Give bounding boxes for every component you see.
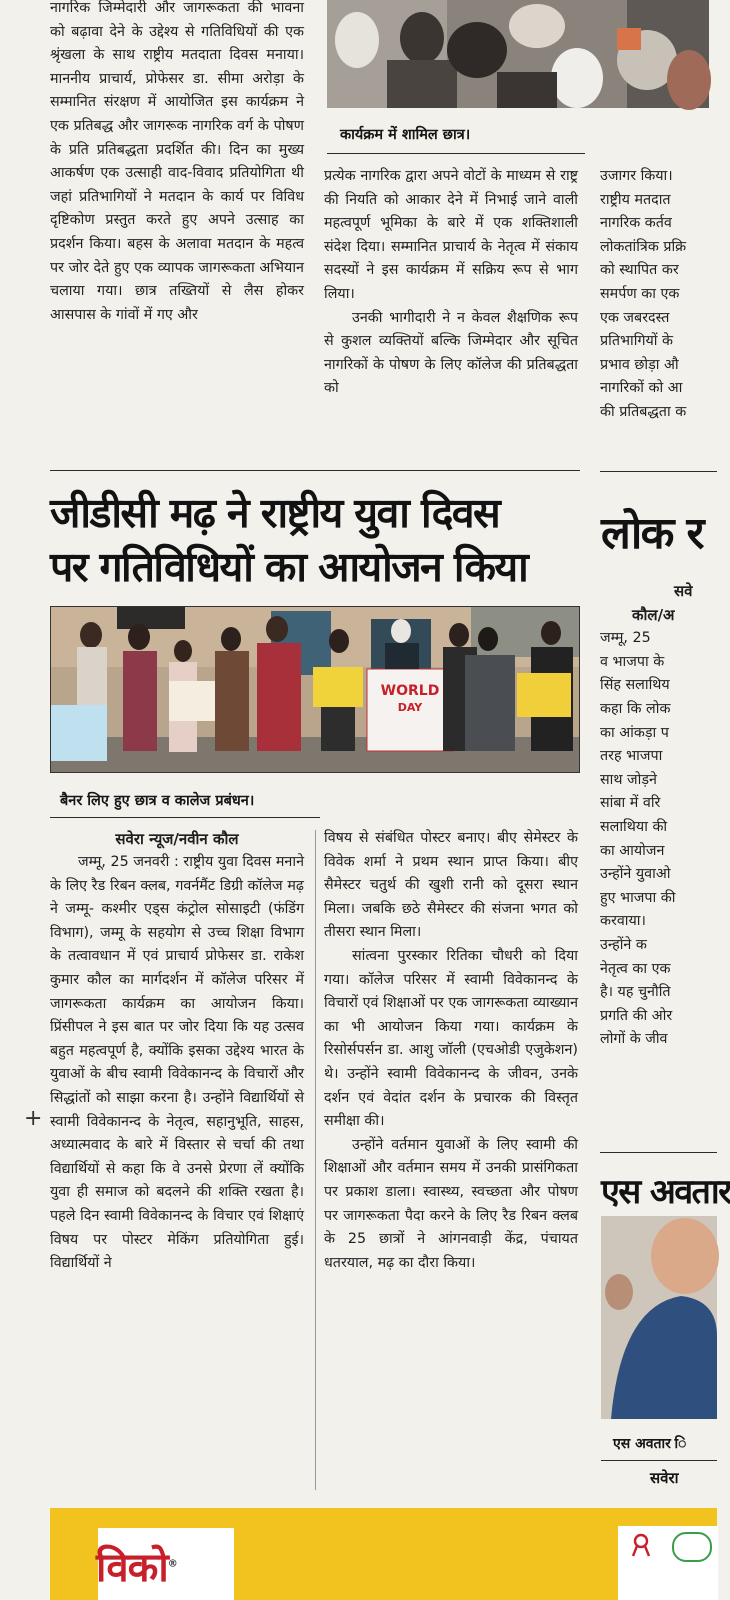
text-line: युवाओं के बीच स्वामी विवेकानन्द के xyxy=(50,1066,239,1083)
text-line: उच्च शिक्षा विभाग के तत्वावधान में xyxy=(50,924,304,965)
text-line: नेतृत्व का एक xyxy=(600,960,671,977)
text-line: पर एक जागरूकता व्याख्यान का भी xyxy=(324,995,578,1035)
main-story-column-2-para-2 xyxy=(324,945,578,1134)
text-line: दिवस मनाने के लिए रैड रिबन क्लब, xyxy=(50,854,305,894)
advertisement-strip xyxy=(50,1508,717,1600)
text-line: होकर आसपास के गांवों में गए और xyxy=(50,283,304,323)
text-line: को स्थापित कर xyxy=(600,262,679,279)
main-story-column-2-para-1 xyxy=(324,827,578,945)
right-story-text xyxy=(600,580,717,1150)
text-line: दर्शन एवं वेदांत दर्शन के प्रचारक की xyxy=(324,1089,536,1106)
text-line: विवेकानन्द के नेतृत्व, सहानुभूति, xyxy=(86,1113,262,1130)
text-line: कहा कि लोक xyxy=(600,700,671,717)
s-avtar-caption-rule xyxy=(601,1460,717,1461)
text-line: भावना को बढ़ावा देने के उद्देश्य से xyxy=(50,0,304,40)
top-story-column-2-para-2 xyxy=(324,307,578,401)
banner-day-text: DAY xyxy=(397,701,423,714)
text-line: सम्मानित संरक्षण में आयोजित इस xyxy=(50,94,238,111)
top-photo-caption: कार्यक्रम में शामिल छात्र। xyxy=(340,127,471,143)
text-line: कौल का मार्गदर्शन में कॉलेज परिसर xyxy=(86,971,288,988)
text-line: लोगों के जीव xyxy=(600,1031,668,1048)
text-line: साथ जोड़ने xyxy=(600,771,657,788)
main-story-column-1-text xyxy=(50,851,304,1276)
text-line: विचार एवं शिक्षाएं विषय पर पोस्टर xyxy=(50,1207,304,1248)
text-line: करवाया। xyxy=(600,913,646,930)
text-line: राष्ट्रीय मतदात xyxy=(600,191,671,208)
text-line: उन्होंने क xyxy=(600,936,647,953)
text-line: रूप से भाग लिया। xyxy=(324,262,579,302)
right-section-rule xyxy=(600,471,717,472)
text-line: एवं प्राचार्य प्रोफेसर डा. राकेश कुमार xyxy=(50,948,304,988)
text-line: है, क्योंकि इसका उद्देश्य भारत के xyxy=(131,1042,304,1059)
text-line: जम्मू, 25 जनवरी : राष्ट्रीय युवा xyxy=(78,854,238,870)
right-second-byline: सवेरा xyxy=(650,1469,679,1487)
main-headline-line-1: जीडीसी मढ़ ने राष्ट्रीय युवा दिवस xyxy=(50,489,500,537)
top-story-column-3-text xyxy=(600,165,717,425)
main-story-column-1 xyxy=(50,827,304,1527)
text-line: विस्तृत समीक्षा की। xyxy=(324,1089,578,1130)
text-line: प्राप्त किया। बीए सैमेस्टर चतुर्थ की xyxy=(324,853,578,894)
text-line: नागरिक कर्तव xyxy=(600,215,672,232)
text-line: का आंकड़ा प xyxy=(600,724,669,741)
top-story-column-1-text xyxy=(50,0,304,327)
text-line: माध्यम से राष्ट्र की नियति को आकार xyxy=(324,168,579,208)
right-byline-line-1: सवे xyxy=(674,582,693,600)
main-column-separator xyxy=(315,830,316,1490)
text-line: उनकी भागीदारी ने न केवल xyxy=(352,309,501,326)
text-line: कि वे उनसे प्रेरणा लें क्योंकि युवा ही xyxy=(50,1160,304,1201)
main-story-column-2 xyxy=(324,827,578,1527)
s-avtar-photo xyxy=(601,1216,717,1419)
text-line: हुए भाजपा की xyxy=(600,889,676,906)
text-line: विचारों और सिद्धांतों को साझा करना xyxy=(50,1066,304,1106)
text-line: जागरूकता पैदा करने के लिए रैड xyxy=(343,1207,517,1224)
top-story-column-2 xyxy=(324,165,578,467)
text-line: जबकि छठे सैमेस्टर की संजना भगत xyxy=(361,900,557,917)
text-line: एक जबरदस्त xyxy=(600,309,670,326)
vicco-brand-text: विको xyxy=(96,1545,168,1591)
text-line: समर्पण का एक xyxy=(600,285,680,302)
text-line: स्वास्थ्य, स्वच्छता और पोषण पर xyxy=(324,1183,579,1224)
top-story-column-1 xyxy=(50,0,304,467)
text-line: सांबा में वरि xyxy=(600,795,661,812)
text-line: एक उत्साही वाद-विवाद प्रतियोगिता थी xyxy=(100,165,304,182)
text-line: जहां प्रतिभागियों ने मतदान के कार्य पर xyxy=(50,188,265,205)
text-line: आयोजन किया गया। कार्यक्रम के xyxy=(377,1018,579,1035)
main-story-column-2-para-3 xyxy=(324,1134,578,1276)
text-line: सलाथिया की xyxy=(600,818,668,835)
text-line: संकाय सदस्यों ने इस कार्यक्रम में सक्रिय xyxy=(324,238,579,279)
text-line: स्वामी विवेकानन्द के जीवन, उनके xyxy=(387,1065,579,1082)
text-line: प्रदर्शित की। दिन का मुख्य आकर्षण xyxy=(50,141,305,182)
main-photo-caption: बैनर लिए हुए छात्र व कालेज प्रबंधन। xyxy=(60,793,255,809)
right-byline-line-2: कौल/अ xyxy=(632,605,675,624)
text-line: राष्ट्रीय मतदाता दिवस मनाया। माननीय xyxy=(50,47,304,87)
registration-plus-mark: + xyxy=(24,1106,43,1131)
main-caption-rule xyxy=(50,817,320,818)
top-section-divider xyxy=(50,470,580,471)
text-line: सेमेस्टर के विवेक शर्मा ने प्रथम स्थान xyxy=(324,830,579,870)
top-story-column-2-para-1 xyxy=(324,165,578,307)
students-photo-top-image xyxy=(327,0,709,108)
text-line: रिसोर्सपर्सन डा. आशु जॉली xyxy=(324,1042,467,1059)
text-line: प्रगति की ओर xyxy=(600,1007,673,1024)
text-line: प्रतिभागियों के xyxy=(600,333,674,350)
top-story-column-3 xyxy=(600,165,717,467)
text-line: जिम्मेदार और सूचित नागरिकों के पोषण xyxy=(324,333,578,373)
text-line: स्वामी की शिक्षाओं और वर्तमान समय xyxy=(324,1136,578,1177)
text-line: कार्यक्रम ने एक प्रतिबद्ध और जागरूक xyxy=(50,94,305,134)
text-line: प्राचार्य, प्रोफेसर डा. सीमा अरोड़ा के xyxy=(99,70,305,87)
text-line: कश्मीर एड्स कंट्रोल सोसाइटी xyxy=(101,901,261,918)
ad-ribbon-icon xyxy=(628,1532,654,1558)
text-line: दिया कि यह उत्सव बहुत महत्वपूर्ण xyxy=(50,1019,305,1059)
text-line: शैक्षणिक रूप से कुशल व्यक्तियों बल्कि xyxy=(324,309,578,350)
text-line: नागरिक जिम्मेदारी और जागरूकता की xyxy=(50,0,263,16)
right-story-para-2 xyxy=(600,934,717,1052)
text-line: उन्होंने वर्तमान युवाओं के लिए xyxy=(352,1136,519,1153)
text-line: (एचओडी एजुकेशन) थे। उन्होंने xyxy=(324,1042,578,1082)
text-line: उजागर किया। xyxy=(600,168,673,184)
students-banner-photo xyxy=(50,606,580,773)
text-line: से चर्चा की तथा विद्यार्थियों से कहा xyxy=(50,1137,305,1177)
text-line: विविध दृष्टिकोण प्रस्तुत करते हुए अपने xyxy=(50,188,304,229)
s-avtar-photo-image xyxy=(601,1216,717,1419)
text-line: अलावा मतदान के महत्व पर जोर देते xyxy=(50,235,305,276)
text-line: व भाजपा के xyxy=(600,653,665,670)
text-line: है। उन्होंने विद्यार्थियों से स्वामी xyxy=(50,1089,305,1130)
text-line: हुए एक व्यापक जागरूकता अभियान xyxy=(113,259,304,276)
text-line: सांत्वना पुरस्कार रितिका चौधरी xyxy=(352,947,523,964)
right-second-headline-fragment: एस अवतार xyxy=(601,1172,730,1212)
text-line: के लिए कॉलेज की प्रतिबद्धता को xyxy=(324,356,578,397)
s-avtar-caption: एस अवतार ि xyxy=(613,1436,687,1452)
text-line: सिंह सलाथिय xyxy=(600,677,670,694)
text-line: है। पहले दिन स्वामी विवेकानन्द के xyxy=(50,1184,304,1224)
top-caption-rule xyxy=(327,153,585,154)
right-headline-fragment: लोक र xyxy=(601,508,703,559)
text-line: साहस, अध्यात्मवाद के बारे में विस्तार xyxy=(50,1113,305,1154)
text-line: नागरिकों को आ xyxy=(600,380,683,397)
main-headline-line-2: पर गतिविधियों का आयोजन किया xyxy=(50,543,528,591)
text-line: मढ़ का दौरा किया। xyxy=(377,1254,476,1271)
right-story-para-1 xyxy=(600,627,717,934)
banner-world-text: WORLD xyxy=(380,683,440,699)
text-line: की प्रतिबद्धता क xyxy=(600,403,687,420)
text-line: आंगनवाड़ी केंद्र, पंचायत धतरयाल, xyxy=(324,1231,579,1271)
text-line: में उनकी प्रासंगिकता पर प्रकाश डाला। xyxy=(324,1160,578,1200)
text-line: मेकिंग प्रतियोगिता हुई। विद्यार्थियों ने xyxy=(50,1231,304,1272)
text-line: जम्मू, 25 xyxy=(600,630,651,647)
students-banner-photo-image xyxy=(51,607,579,772)
text-line: तरह भाजपा xyxy=(600,748,663,765)
text-line: विषय से संबंधित पोस्टर बनाए। बीए xyxy=(324,830,517,846)
text-line: है। यह चुनौति xyxy=(600,984,671,1001)
text-line: विवेकानन्द के विचारों एवं शिक्षाओं xyxy=(324,971,578,1012)
ad-green-mark xyxy=(672,1532,712,1562)
vicco-registered-mark: ® xyxy=(167,1558,177,1570)
text-line: उन्होंने युवाओ xyxy=(600,866,671,883)
text-line: प्रभाव छोड़ा औ xyxy=(600,356,679,373)
text-line: को तीसरा स्थान मिला। xyxy=(324,900,578,941)
text-line: चलाया गया। छात्र तख्तियों से लैस xyxy=(50,283,264,300)
main-story-byline: सवेरा न्यूज/नवीन कौल xyxy=(115,830,239,848)
text-line: में जागरूकता कार्यक्रम का आयोजन xyxy=(50,971,304,1012)
text-line: भूमिका के बारे में एक शक्तिशाली संदेश xyxy=(324,215,578,255)
text-line: खुशी रानी को दूसरा स्थान मिला। xyxy=(324,877,579,917)
text-line: नागरिक वर्ग के पोषण के प्रति प्रतिबद्धता xyxy=(50,117,305,158)
text-line: समाज को बदलने की शक्ति रखता xyxy=(95,1184,284,1201)
right-second-story-rule xyxy=(600,1152,717,1153)
text-line: दिया। सम्मानित प्राचार्य के नेतृत्व में xyxy=(356,238,540,255)
text-line: को दिया गया। कॉलेज परिसर में स्वामी xyxy=(324,947,578,988)
text-line: (फंडिंग विभाग), जम्मू के सहयोग से xyxy=(50,901,305,941)
text-line: गवर्नमैंट डिग्री कॉलेज मढ़ ने जम्मू- xyxy=(50,877,304,918)
text-line: उत्साह का प्रदर्शन किया। बहस के xyxy=(50,212,304,252)
students-photo-top xyxy=(327,0,709,108)
vicco-brand-logo xyxy=(96,1538,177,1593)
text-line: देने में निभाई जाने वाली महत्वपूर्ण xyxy=(324,191,578,232)
text-line: रिबन क्लब के 25 छात्रों ने xyxy=(324,1207,579,1248)
text-line: गतिविधियों की एक श्रृंखला के साथ xyxy=(50,23,304,64)
text-line: प्रत्येक नागरिक द्वारा अपने वोटों के xyxy=(324,168,502,184)
text-line: लोकतांत्रिक प्रक्रि xyxy=(600,238,687,255)
text-line: किया। प्रिंसीपल ने इस बात पर जोर xyxy=(50,995,304,1036)
text-line: का आयोजन xyxy=(600,842,665,859)
